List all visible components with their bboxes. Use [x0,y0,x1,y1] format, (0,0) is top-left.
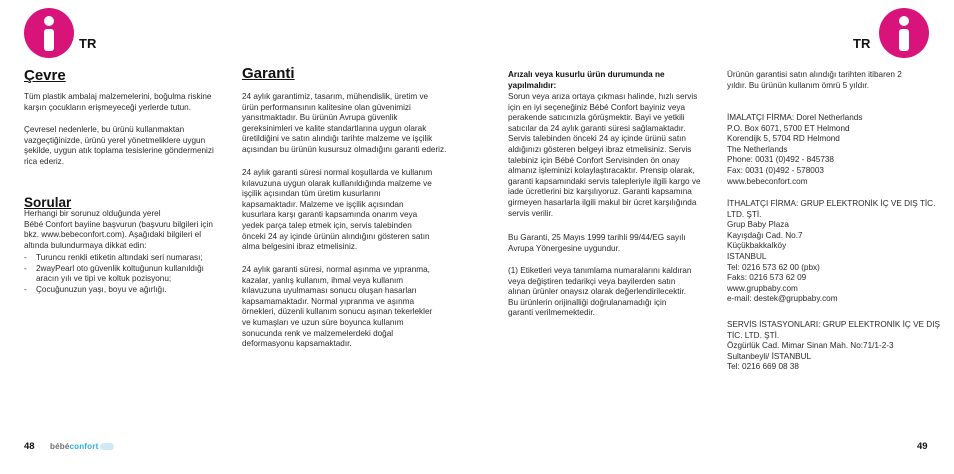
garanti-paragraph-1: 24 aylık garantimiz, tasarım, mühendislik, üretim ve ürün performansının kalitesine olan güvenimizi yansıtmaktadır. Bu ürünün Avrupa güvenlik gereksinimleri ve kalite standartlarına uygun olarak üretildiğini ve satın alındığı tarihte malzeme ve işçilik açısından bu ürünün kusursuz olmadığını garanti ederiz. [242,92,447,154]
language-label-left: TR [79,36,97,51]
garanti-paragraph-2: 24 aylık garanti süresi normal koşullarda ve kullanım kılavuzuna uygun olarak kullanıldığında malzeme ve işçilik açısından tüm üretim kusurlarını kapsamaktadır. Malzeme ve işçilik açısından kusurlara karşı garanti kapsamında onarım veya yedek parça talep etmek için, servis talebinden önceki 24 ay içinde ürünün alındığını gösteren satın alma belgesini ibraz etmelisiniz. [242,168,433,252]
info-icon-stem [899,29,909,51]
page-number-left: 48 [24,441,35,452]
garanti-heading: Garanti [242,65,295,82]
info-icon-dot [899,16,909,26]
cloud-icon [100,443,114,450]
cevre-heading: Çevre [24,67,66,84]
info-icon [879,8,929,58]
brand-logo-part1: bébé [50,442,70,451]
language-label-right: TR [853,36,871,51]
list-item: - Çocuğunuzun yaşı, boyu ve ağırlığı. [24,285,234,296]
list-item: - 2wayPearl oto güvenlik koltuğunun kullanıldığı aracın yılı ve tipi ve koltuk pozisyonu; [24,264,234,285]
page-number-right: 49 [917,441,928,452]
service-info: SERVİS İSTASYONLARI: GRUP ELEKTRONİK İÇ VE DIŞ TİC. LTD. ŞTİ. Özgürlük Cad. Mimar Sinan Mah. No:71/1-2-3 Sultanbeyli/ İSTANBUL Tel: 0216 669 08 38 [727,320,940,372]
importer-info: İTHALATÇI FİRMA: GRUP ELEKTRONİK İÇ VE DIŞ TİC. LTD. ŞTİ. Grup Baby Plaza Kayışdağı Cad. No.7 Küçükbakkalköy ISTANBUL Tel: 0216 573 62 00 (pbx) Faks: 0216 573 62 09 www.grupbaby.com e-mail: destek@grupbaby.com [727,199,936,304]
defect-paragraph-1: Sorun veya arıza ortaya çıkması halinde, hızlı servis için en iyi seçeneğiniz Bébé Confort bayiniz veya perakende satıcınızla görüşmektir. Bayi ve yetkili satıcılar da 24 aylık garanti süresi sağlamaktadır. Servis talebinden önceki 24 ay içinde ürünü satın aldığınızı gösteren belgeyi ibraz etmelisiniz. Servis talebiniz için Bébé Confort Servisinden ön onay almanız işleminizi kolaylaştıracaktır. Prensip olarak, garanti kapsamındaki servis talepleriyle ilgili kargo ve iade ücretlerini biz karşılıyoruz. Garanti kapsamına girmeyen hasarlarla ilgili makul bir ücret karşılığında servis verilir. [508,92,701,218]
sorular-list [24,253,234,295]
info-icon-stem [44,29,54,51]
defect-footnote: (1) Etiketleri veya tanımlama numaralarını kaldıran veya değiştiren tedarikçi veya bayilerden satın alınan ürünler onaysız olarak değerlendirilecektir. Bu ürünlerin orijinalliği doğrulanamadığı için garanti verilmemektedir. [508,266,692,318]
cevre-paragraph-1: Tüm plastik ambalaj malzemelerini, boğulma riskine karşın çocukların erişmeyeceği yerlerde tutun. [24,92,212,112]
info-icon [24,8,74,58]
brand-logo-part2: confort [69,442,99,451]
defect-heading: Arızalı veya kusurlu ürün durumunda ne yapılmalıdır: [508,70,665,90]
sorular-heading: Sorular [24,195,72,210]
warranty-duration: Ürünün garantisi satın alındığı tarihten itibaren 2 yıldır. Bu ürünün kullanım ömrü 5 yıldır. [727,70,902,90]
brand-logo [50,442,114,451]
manufacturer-info: İMALATÇI FİRMA: Dorel Netherlands P.O. Box 6071, 5700 ET Helmond Korendijk 5, 5704 RD Helmond The Netherlands Phone: 0031 (0)492 - 845738 Fax: 0031 (0)492 - 578003 www.bebeconfort.com [727,113,863,186]
info-icon-dot [44,16,54,26]
sorular-intro: Herhangi bir sorunuz olduğunda yerel Bébé Confort bayiine başvurun (başvuru bilgileri için bkz. www.bebeconfort.com). Aşağıdaki bilgileri el altında bulundurmaya dikkat edin: [24,209,213,250]
list-item: - Turuncu renkli etiketin altındaki seri numarası; [24,253,234,264]
garanti-paragraph-3: 24 aylık garanti süresi, normal aşınma ve yıpranma, kazalar, yanlış kullanım, ihmal veya kullanım kılavuzuna uyulmaması sonucu oluşan hasarları kapsamamaktadır. Normal yıpranma ve aşınma örnekleri, düzenli kullanım sonucu aşınan tekerlekler ve kumaşları ve uzun süre boyunca kullanım sonucunda renk ve malzemelerdeki doğal deformasyonu kapsamaktadır. [242,265,433,349]
defect-paragraph-2: Bu Garanti, 25 Mayıs 1999 tarihli 99/44/EG sayılı Avrupa Yönergesine uygundur. [508,233,686,253]
cevre-paragraph-2: Çevresel nedenlerle, bu ürünü kullanmaktan vazgeçtiğinizde, ürünü yerel yönetmeliklere uygun şekilde, uygun atık toplama tesislerine göndermenizi rica ederiz. [24,125,214,166]
